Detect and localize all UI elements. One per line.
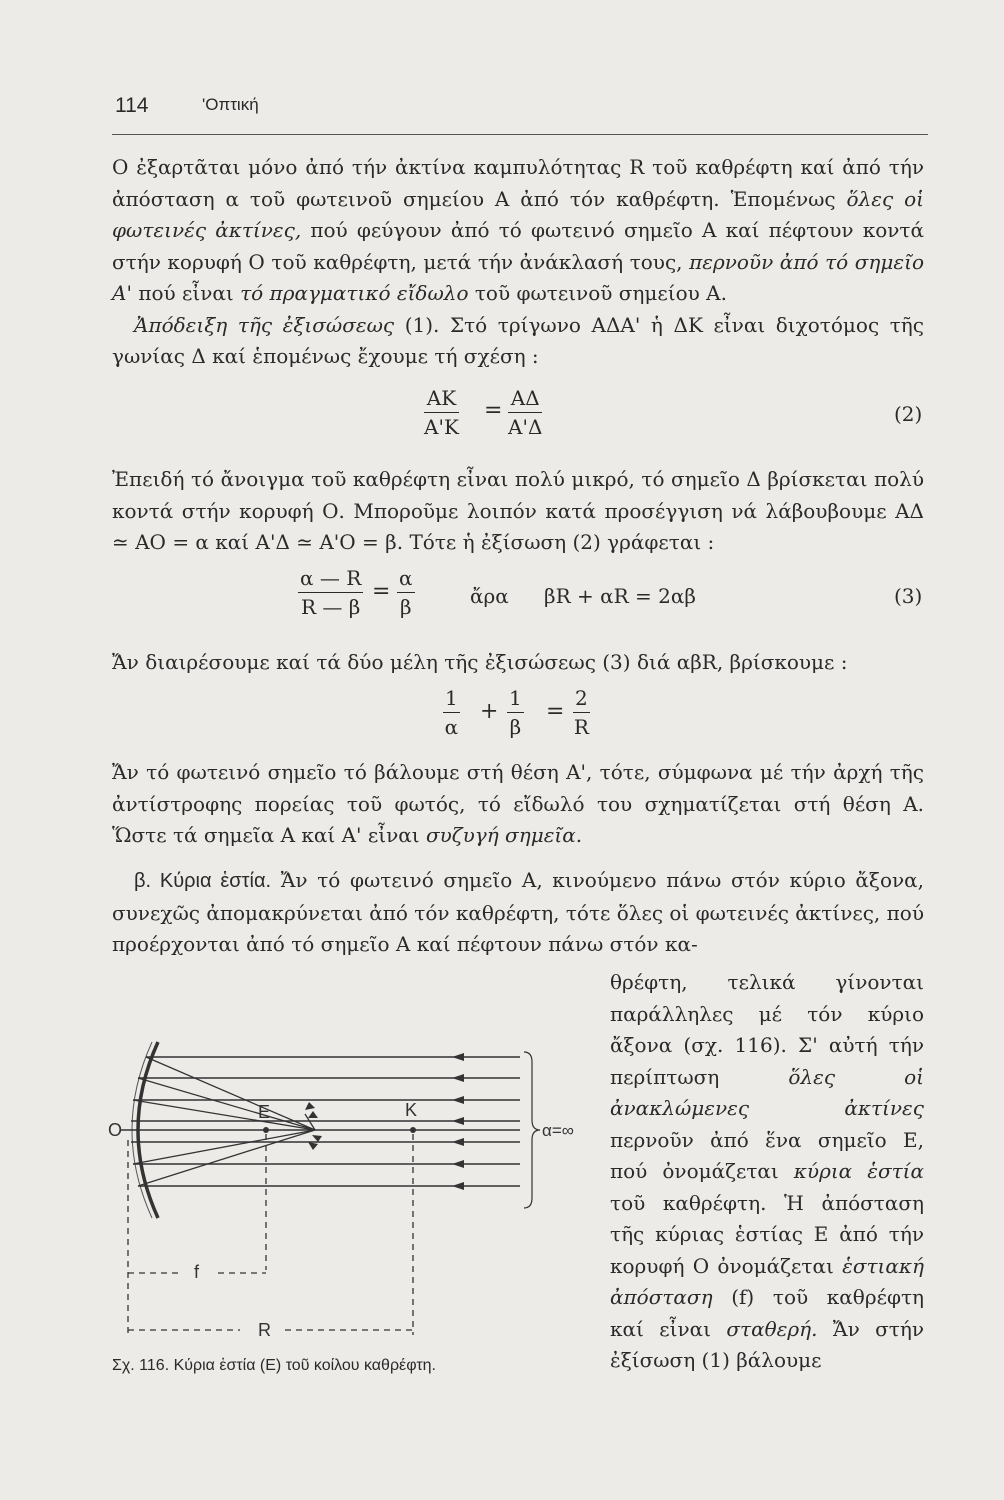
label-r: R <box>258 1320 271 1340</box>
eq4-den-3: R <box>573 715 589 739</box>
side-text-4: (f) τοῦ καθρέφτη καί εἶναι <box>610 1285 925 1341</box>
side-italic-2: κύρια ἑστία <box>793 1159 925 1183</box>
center-point <box>410 1127 416 1133</box>
eq2-frac-left <box>424 385 459 441</box>
eq4-equals: = <box>546 699 565 724</box>
eq2-den-1: Α'Κ <box>424 415 459 439</box>
reflected-arrowheads <box>305 1102 322 1150</box>
paragraph-4 <box>112 647 924 679</box>
eq4-frac-3 <box>573 685 590 741</box>
p4-text: Ἄν διαιρέσουμε καί τά δύο μέλη τῆς ἐξισώσεως (3) διά αβR, βρίσκουμε : <box>112 650 848 674</box>
eq3-number: (3) <box>894 584 923 608</box>
p1-text-c: πού εἶναι <box>138 281 234 305</box>
focus-point <box>263 1127 269 1133</box>
eq2-equals: = <box>484 398 503 423</box>
paragraph-6 <box>112 865 924 961</box>
eq4-frac-2 <box>507 685 524 741</box>
paragraph-1 <box>112 152 924 373</box>
eq3-rhs: βR + αR = 2αβ <box>544 584 696 608</box>
eq2-frac-right <box>508 385 542 441</box>
side-text <box>610 967 924 1377</box>
side-text-1: θρέφτη, τελικά γίνονται παράλληλες μέ τόν κύριο ἄξονα (σχ. 116). Σ' αὐτή τήν περίπτωση <box>610 970 924 1089</box>
eq2-num-2: ΑΔ <box>508 385 542 413</box>
eq4-frac-1 <box>443 685 460 741</box>
eq2-num-1: ΑΚ <box>424 385 459 413</box>
page-header <box>112 94 928 138</box>
label-f: f <box>194 1262 200 1282</box>
figure-caption: Σχ. 116. Κύρια ἑστία (Ε) τοῦ κοίλου καθρέφτη. <box>112 1357 436 1374</box>
label-o: O <box>108 1120 123 1140</box>
concave-mirror-figure <box>100 1030 600 1350</box>
eq4-num-1: 1 <box>443 685 460 713</box>
eq2-number: (2) <box>894 402 923 426</box>
section-heading: β. Κύρια ἑστία. <box>134 870 272 892</box>
eq3-num-1: α — R <box>298 565 363 593</box>
eq3-equals: = <box>372 579 391 604</box>
eq2-den-2: Α'Δ <box>508 415 543 439</box>
side-text-3: τοῦ καθρέφτη. Ἡ ἀπόσταση τῆς κύριας ἑστίας Ε ἀπό τήν κορυφή Ο ὀνομάζεται <box>610 1190 924 1278</box>
p5-italic: συζυγή σημεῖα. <box>425 823 583 847</box>
eq3-den-1: R — β <box>300 595 361 619</box>
p3-text: Ἐπειδή τό ἄνοιγμα τοῦ καθρέφτη εἶναι πολύ μικρό, τό σημεῖο Δ βρίσκεται πολύ κοντά στήν κορυφή Ο. Μποροῦμε λοιπόν κατά προσέγγιση νά λάβουβουμε ΑΔ ≃ ΑΟ = α καί Α'Δ ≃ Α'Ο = β. Τότε ἡ ἐξίσωση (2) γράφεται : <box>112 467 924 554</box>
header-rule <box>112 134 928 135</box>
eq4-plus: + <box>480 699 499 724</box>
eq4-num-2: 1 <box>507 685 524 713</box>
side-text-5: Ἄν στήν ἐξίσωση (1) βάλουμε <box>610 1316 925 1372</box>
side-text-2: περνοῦν ἀπό ἕνα σημεῖο Ε, πού ὀνομάζεται <box>610 1127 924 1183</box>
incident-arrowheads <box>452 1053 464 1190</box>
label-alpha-infinity: α=∞ <box>542 1121 574 1140</box>
label-e: E <box>258 1102 271 1122</box>
p2-text: (1). Στό τρίγωνο ΑΔΑ' ἡ ΔΚ εἶναι διχοτόμος τῆς γωνίας Δ καί ἑπομένως ἔχουμε τή σχέση : <box>112 312 924 368</box>
eq4-den-1: α <box>444 715 459 739</box>
eq3-ara: ἄρα <box>470 584 509 608</box>
eq3-den-2: β <box>399 595 412 619</box>
running-title: 'Οπτική <box>202 95 259 114</box>
p5-text: Ἄν τό φωτεινό σημεῖο τό βάλουμε στή θέση Α', τότε, σύμφωνα μέ τήν ἀρχή τῆς ἀντίστροφης πορείας τοῦ φωτός, τό εἴδωλό του σχηματίζεται στή θέση Α. Ὥστε τά σημεῖα Α καί Α' εἶναι <box>112 760 924 847</box>
p1-italic-a: ὅλες οἱ φωτεινές ἀκτίνες, <box>112 186 925 242</box>
side-italic-4: σταθερή. <box>726 1316 818 1341</box>
p1-italic-c: τό πραγματικό εἴδωλο <box>240 281 469 305</box>
eq3-frac-left <box>298 565 363 621</box>
p1-italic-b: περνοῦν ἀπό τό σημεῖο Α' <box>112 249 924 305</box>
proof-title: Ἀπόδειξη τῆς ἐξισώσεως <box>134 312 395 337</box>
side-italic-1: ὅλες οἱ ἀνακλώμενες ἀκτίνες <box>610 1064 925 1120</box>
brace <box>524 1052 540 1208</box>
p1-text-d: τοῦ φωτεινοῦ σημείου Α. <box>474 281 727 305</box>
eq3-num-2: α <box>397 565 415 593</box>
page-number: 114 <box>115 94 149 117</box>
eq4-den-2: β <box>509 715 522 739</box>
label-k: K <box>405 1100 418 1120</box>
paragraph-3 <box>112 464 924 559</box>
paragraph-5 <box>112 757 924 852</box>
eq4-num-3: 2 <box>573 685 590 713</box>
p6-text: Ἄν τό φωτεινό σημεῖο Α, κινούμενο πάνω στόν κύριο ἄξονα, συνεχῶς ἀπομακρύνεται ἀπό τόν καθρέφτη, τότε ὅλες οἱ φωτεινές ἀκτίνες, πού προέρχονται ἀπό τό σημεῖο Α καί πέφτουν πάνω στόν κα- <box>112 868 924 956</box>
p1-text-b: πού φεύγουν ἀπό τό φωτεινό σημεῖο Α καί πέφτουν κοντά στήν κορυφή Ο τοῦ καθρέφτη, μετά τήν ἀνάκλασή τους, <box>112 218 924 274</box>
eq3-frac-right <box>397 565 415 621</box>
p1-text-a: Ο ἐξαρτᾶται μόνο ἀπό τήν ἀκτίνα καμπυλότητας R τοῦ καθρέφτη καί ἀπό τήν ἀπόσταση α τοῦ φωτεινοῦ σημείου Α ἀπό τόν καθρέφτη. Ἑπομένως <box>112 155 924 211</box>
side-italic-3: ἑστιακή ἀπόσταση <box>610 1253 924 1309</box>
